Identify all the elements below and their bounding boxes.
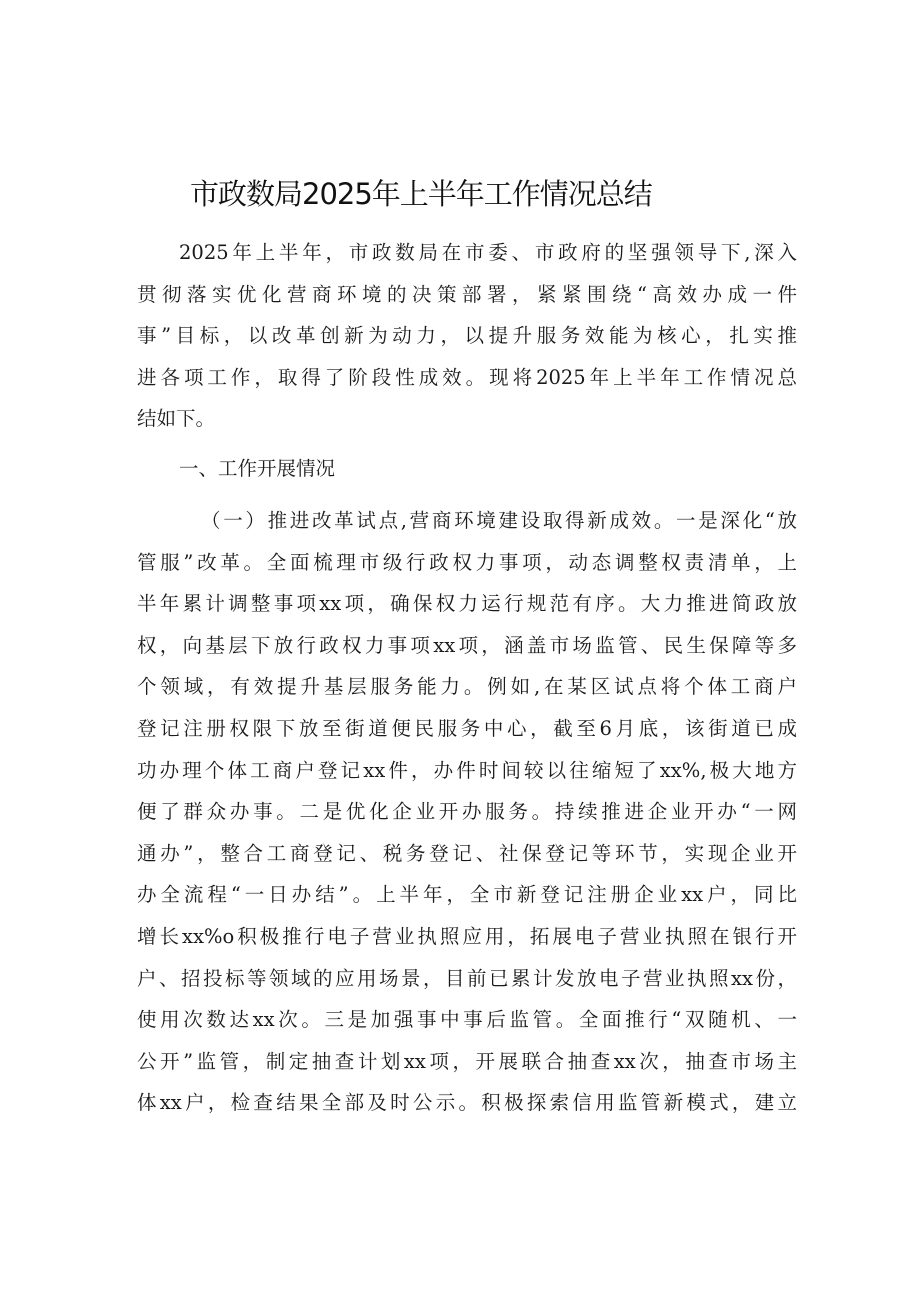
paragraph-line: 结如下。 (137, 407, 216, 431)
paragraph-line: 进各项工作，取得了阶段性成效。现将2025年上半年工作情况总 (137, 365, 797, 389)
paragraph-line: 2025年上半年，市政数局在市委、市政府的坚强领导下,深入 (179, 241, 797, 264)
paragraph-line: 个领域，有效提升基层服务能力。例如,在某区试点将个体工商户 (137, 675, 797, 699)
paragraph-line: 办全流程“一日办结”。上半年，全市新登记注册企业xx户，同比 (137, 883, 797, 907)
subsection-paragraph (137, 500, 797, 1124)
paragraph-line: 公开”监管，制定抽查计划xx项，开展联合抽查xx次，抽查市场主 (137, 1049, 797, 1073)
paragraph-line: 便了群众办事。二是优化企业开办服务。持续推进企业开办“一网 (137, 800, 797, 824)
paragraph-line: 贯彻落实优化营商环境的决策部署，紧紧围绕“高效办成一件 (137, 282, 797, 306)
document-title: 市政数局2025年上半年工作情况总结 (190, 177, 652, 211)
section-heading-block (137, 448, 797, 490)
paragraph-line: 管服”改革。全面梳理市级行政权力事项，动态调整权责清单，上 (137, 550, 797, 574)
paragraph-line: 体xx户，检查结果全部及时公示。积极探索信用监管新模式，建立 (137, 1091, 797, 1115)
section-heading: 一、工作开展情况 (179, 457, 336, 480)
paragraph-line: （一）推进改革试点,营商环境建设取得新成效。一是深化“放 (201, 509, 797, 532)
paragraph-line: 登记注册权限下放至街道便民服务中心，截至6月底，该街道已成 (137, 716, 797, 740)
paragraph-line: 增长xx%o积极推行电子营业执照应用，拓展电子营业执照在银行开 (137, 924, 797, 948)
paragraph-line: 使用次数达xx次。三是加强事中事后监管。全面推行“双随机、一 (137, 1008, 797, 1032)
intro-paragraph (137, 232, 797, 440)
paragraph-line: 半年累计调整事项xx项，确保权力运行规范有序。大力推进简政放 (137, 592, 797, 616)
paragraph-line: 通办”，整合工商登记、税务登记、社保登记等环节，实现企业开 (137, 841, 797, 865)
paragraph-line: 事”目标，以改革创新为动力，以提升服务效能为核心，扎实推 (137, 324, 797, 348)
paragraph-line: 户、招投标等领域的应用场景，目前已累计发放电子营业执照xx份， (137, 966, 797, 990)
paragraph-line: 功办理个体工商户登记xx件，办件时间较以往缩短了xx%,极大地方 (137, 758, 797, 782)
paragraph-line: 权，向基层下放行政权力事项xx项，涵盖市场监管、民生保障等多 (137, 633, 797, 657)
